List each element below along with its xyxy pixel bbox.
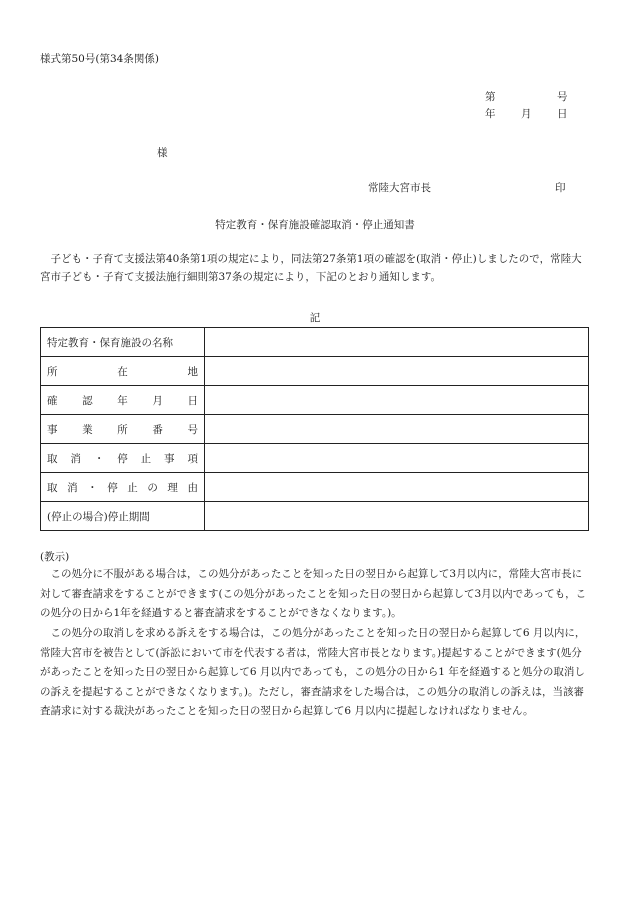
seal-mark: 印 [555, 182, 566, 194]
issuer-name: 常陸大宮市長 [368, 182, 431, 194]
suspension-period-label: (停止の場合)停止期間 [41, 502, 205, 531]
business-number-value [205, 415, 589, 444]
table-row [41, 328, 589, 357]
facility-name-label: 特定教育・保育施設の名称 [41, 328, 205, 357]
form-number: 様式第50号(第34条関係) [40, 53, 159, 65]
detail-table [40, 327, 589, 531]
notice-heading: (教示) [40, 551, 70, 563]
notice-paragraph-lawsuit: この処分の取消しを求める訴えをする場合は，この処分があったことを知った日の翌日から起算して6 月以内に，常陸大宮市を被告として(訴訟において市を代表する者は，常陸大宮市長となります。)提起することができます(処分があったことを知った日の翌日から起算して6 月以内であっても，この処分の日から1 年を経過すると処分の取消しの訴えを提起することができなくなります。)。ただし，審査請求をした場合は，この処分の取消しの訴えは，当該審査請求に対する裁決があったことを知った日の翌日から起算して6 月以内に提起しなければなりません。 [40, 627, 586, 717]
notice-paragraph-appeal: この処分に不服がある場合は，この処分があったことを知った日の翌日から起算して3月以内に，常陸大宮市長に対して審査請求をすることができます(この処分があったことを知った日の翌日から起算して3月以内であっても，この処分の日から1年を経過すると審査請求をすることができなくなります。)。 [40, 568, 587, 619]
document-title: 特定教育・保育施設確認取消・停止通知書 [215, 219, 415, 231]
table-row [41, 386, 589, 415]
facility-name-value [205, 328, 589, 357]
revocation-reason-label: 取 消 ・ 停 止 の 理 由 [41, 473, 205, 502]
table-row [41, 444, 589, 473]
revocation-reason-value [205, 473, 589, 502]
date-year-label: 年 [485, 108, 496, 120]
suspension-period-value [205, 502, 589, 531]
table-row [41, 502, 589, 531]
table-row [41, 415, 589, 444]
business-number-label: 事 業 所 番 号 [41, 415, 205, 444]
table-row [41, 473, 589, 502]
table-row [41, 357, 589, 386]
document-number-label: 第 [485, 91, 496, 103]
location-label: 所 在 地 [41, 357, 205, 386]
body-paragraph: 子ども・子育て支援法第40条第1項の規定により，同法第27条第1項の確認を(取消・停止)しましたので，常陸大宮市子ども・子育て支援法施行細則第37条の規定により，下記のとおり通知します。 [40, 253, 582, 283]
confirmation-date-label: 確 認 年 月 日 [41, 386, 205, 415]
revocation-item-value [205, 444, 589, 473]
location-value [205, 357, 589, 386]
recipient-honorific: 様 [157, 147, 168, 159]
ki-heading: 記 [309, 312, 321, 324]
document-number-suffix: 号 [557, 91, 568, 103]
date-month-label: 月 [521, 108, 532, 120]
revocation-item-label: 取 消 ・ 停 止 事 項 [41, 444, 205, 473]
confirmation-date-value [205, 386, 589, 415]
date-day-label: 日 [557, 108, 568, 120]
